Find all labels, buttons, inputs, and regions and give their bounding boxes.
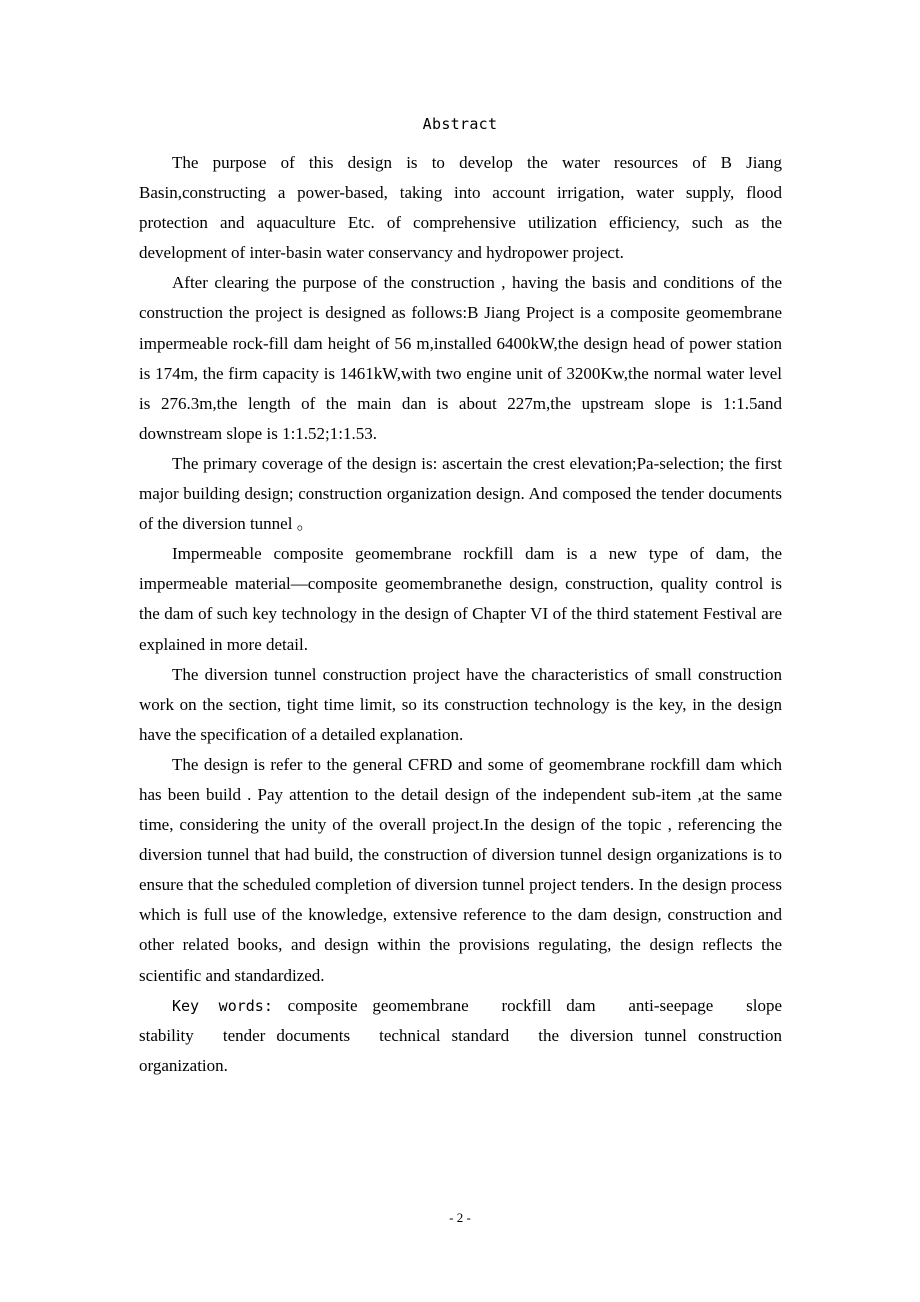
keywords-label: Key words: xyxy=(172,996,273,1015)
paragraph-purpose: The purpose of this design is to develop the water resources of B Jiang Basin,constructing a power-based, taking into account irrigation, water supply, flood protection and aquaculture Etc. of comprehensive utilization efficiency, such as the development of inter-basin water conservancy and hydropower project. xyxy=(139,153,782,263)
paragraph-design-coverage: The primary coverage of the design is: ascertain the crest elevation;Pa-selection; the first major building design; construction organization design. And composed the tender documents of the diversion tunnel 。 xyxy=(139,453,782,534)
keyword-item: composite geomembrane xyxy=(287,995,469,1015)
keyword-item: the diversion tunnel construction organization. xyxy=(139,1025,783,1075)
abstract-title: Abstract xyxy=(422,115,498,133)
paragraph-diversion-tunnel: The diversion tunnel construction project have the characteristics of small construction work on the section, tight time limit, so its construction technology is the key, in the design have the specification of a detailed explanation. xyxy=(139,664,782,744)
page-number: - 2 - xyxy=(449,1210,471,1225)
paragraph-geomembrane-dam: Impermeable composite geomembrane rockfill dam is a new type of dam, the impermeable material—composite geomembranethe design, construction, quality control is the dam of such key technology in the design of Chapter VI of the third statement Festival are explained in more detail. xyxy=(139,544,782,654)
abstract-body xyxy=(139,148,782,1081)
keyword-item: anti-seepage xyxy=(628,995,714,1015)
keyword-item: tender documents xyxy=(222,1025,351,1045)
keyword-item: slope stability xyxy=(139,995,783,1045)
keyword-item: technical standard xyxy=(379,1025,510,1045)
paragraph-design-approach: The design is refer to the general CFRD and some of geomembrane rockfill dam which has been build . Pay attention to the detail design of the independent sub-item ,at the same time, considering the unity of the overall project.In the design of the topic , referencing the diversion tunnel that had build, the construction of diversion tunnel design organizations is to ensure that the scheduled completion of diversion tunnel project tenders. In the design process which is full use of the knowledge, extensive reference to the dam design, construction and other related books, and design within the provisions regulating, the design reflects the scientific and standardized. xyxy=(139,754,782,985)
keyword-item: rockfill dam xyxy=(501,995,596,1015)
keywords-line xyxy=(139,991,782,1081)
paragraph-project-overview: After clearing the purpose of the construction , having the basis and conditions of the construction the project is designed as follows:B Jiang Project is a composite geomembrane impermeable rock-fill dam height of 56 m,installed 6400kW,the design head of power station is 174m, the firm capacity is 1461kW,with two engine unit of 3200Kw,the normal water level is 276.3m,the length of the main dan is about 227m,the upstream slope is 1:1.5and downstream slope is 1:1.52;1:1.53. xyxy=(139,273,782,443)
